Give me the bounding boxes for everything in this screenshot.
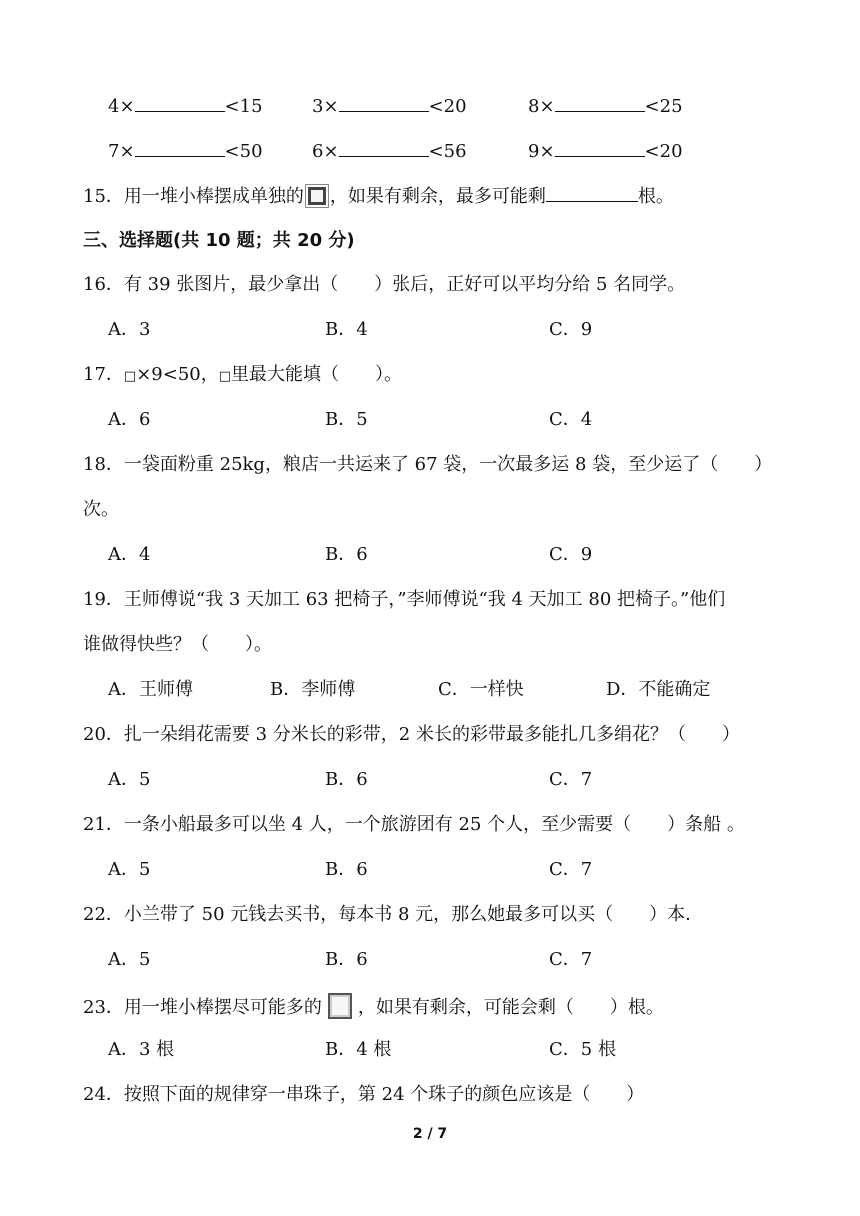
fill-suffix: <20 bbox=[644, 141, 683, 162]
question-text: ，如果有剩余，可能会剩（ ）根。 bbox=[357, 997, 664, 1018]
fill-item bbox=[528, 138, 683, 164]
option-a: A．4 bbox=[108, 544, 151, 565]
question-text: ，如果有剩余，最多可能剩 bbox=[329, 186, 546, 207]
fill-item bbox=[528, 93, 683, 119]
option-a: A．3 bbox=[108, 319, 151, 340]
option-b: B．6 bbox=[325, 769, 368, 790]
option-a: A．5 bbox=[108, 769, 151, 790]
fill-suffix: <56 bbox=[428, 141, 467, 162]
option-c: C．9 bbox=[549, 319, 593, 340]
question-15 bbox=[83, 183, 674, 209]
answer-blank bbox=[339, 93, 429, 112]
question-17 bbox=[83, 363, 402, 389]
question-18: 18．一袋面粉重 25kg，粮店一共运来了 67 袋，一次最多运 8 袋，至少运了（ ） bbox=[83, 454, 773, 475]
option-c: C．7 bbox=[549, 769, 593, 790]
option-b: B．6 bbox=[325, 544, 368, 565]
question-24: 24．按照下面的规律穿一串珠子，第 24 个珠子的颜色应该是（ ） bbox=[83, 1084, 645, 1105]
fill-prefix: 7× bbox=[108, 141, 135, 162]
question-22: 22．小兰带了 50 元钱去买书，每本书 8 元，那么她最多可以买（ ）本． bbox=[83, 904, 704, 925]
fill-prefix: 6× bbox=[312, 141, 339, 162]
fill-prefix: 8× bbox=[528, 96, 555, 117]
option-a: A．3 根 bbox=[108, 1039, 175, 1060]
answer-blank bbox=[546, 183, 638, 202]
fill-item bbox=[312, 138, 467, 164]
question-16: 16．有 39 张图片，最少拿出（ ）张后，正好可以平均分给 5 名同学。 bbox=[83, 274, 686, 295]
question-text: 根。 bbox=[637, 186, 674, 207]
option-c: C．一样快 bbox=[438, 679, 524, 700]
fill-suffix: <20 bbox=[428, 96, 467, 117]
option-b: B．6 bbox=[325, 949, 368, 970]
option-c: C．5 根 bbox=[549, 1039, 616, 1060]
fill-suffix: <15 bbox=[224, 96, 263, 117]
option-a: A．5 bbox=[108, 949, 151, 970]
answer-blank bbox=[555, 93, 645, 112]
question-text: 15．用一堆小棒摆成单独的 bbox=[83, 186, 304, 207]
question-number: 17． bbox=[83, 364, 124, 385]
blank-box-symbol: □ bbox=[218, 369, 232, 384]
answer-blank bbox=[135, 138, 225, 157]
question-20: 20．扎一朵绢花需要 3 分米长的彩带，2 米长的彩带最多能扎几多绢花？（ ） bbox=[83, 724, 740, 745]
option-c: C．7 bbox=[549, 949, 593, 970]
option-c: C．9 bbox=[549, 544, 593, 565]
answer-blank bbox=[339, 138, 429, 157]
question-21: 21．一条小船最多可以坐 4 人，一个旅游团有 25 个人，至少需要（ ）条船 。 bbox=[83, 814, 745, 835]
section-heading: 三、选择题(共 10 题；共 20 分) bbox=[83, 230, 355, 251]
option-b: B．4 根 bbox=[325, 1039, 392, 1060]
option-c: C．4 bbox=[549, 409, 593, 430]
option-b: B．5 bbox=[325, 409, 368, 430]
option-a: A．6 bbox=[108, 409, 151, 430]
option-b: B．4 bbox=[325, 319, 368, 340]
option-d: D．不能确定 bbox=[606, 679, 711, 700]
answer-blank bbox=[135, 93, 225, 112]
option-c: C．7 bbox=[549, 859, 593, 880]
page-number: 2 / 7 bbox=[412, 1126, 448, 1142]
fill-suffix: <25 bbox=[644, 96, 683, 117]
fill-prefix: 3× bbox=[312, 96, 339, 117]
question-19-continued: 谁做得快些？（ ）。 bbox=[83, 634, 272, 655]
question-text: ×9<50， bbox=[136, 364, 219, 385]
question-text: 23．用一堆小棒摆尽可能多的 bbox=[83, 997, 322, 1018]
option-a: A．王师傅 bbox=[108, 679, 193, 700]
fill-suffix: <50 bbox=[224, 141, 263, 162]
question-text: 里最大能填（ ）。 bbox=[231, 364, 403, 385]
question-18-continued: 次。 bbox=[83, 499, 119, 520]
blank-box-symbol: □ bbox=[123, 369, 137, 384]
stick-square-icon bbox=[308, 187, 326, 205]
fill-item bbox=[108, 93, 263, 119]
fill-item bbox=[312, 93, 467, 119]
fill-prefix: 4× bbox=[108, 96, 135, 117]
option-b: B．李师傅 bbox=[270, 679, 356, 700]
question-19: 19．王师傅说“我 3 天加工 63 把椅子，”李师傅说“我 4 天加工 80 把椅子。”他们 bbox=[83, 589, 726, 610]
answer-blank bbox=[555, 138, 645, 157]
option-b: B．6 bbox=[325, 859, 368, 880]
fill-item bbox=[108, 138, 263, 164]
question-23 bbox=[83, 993, 664, 1020]
stick-square-icon bbox=[328, 993, 352, 1019]
option-a: A．5 bbox=[108, 859, 151, 880]
fill-prefix: 9× bbox=[528, 141, 555, 162]
